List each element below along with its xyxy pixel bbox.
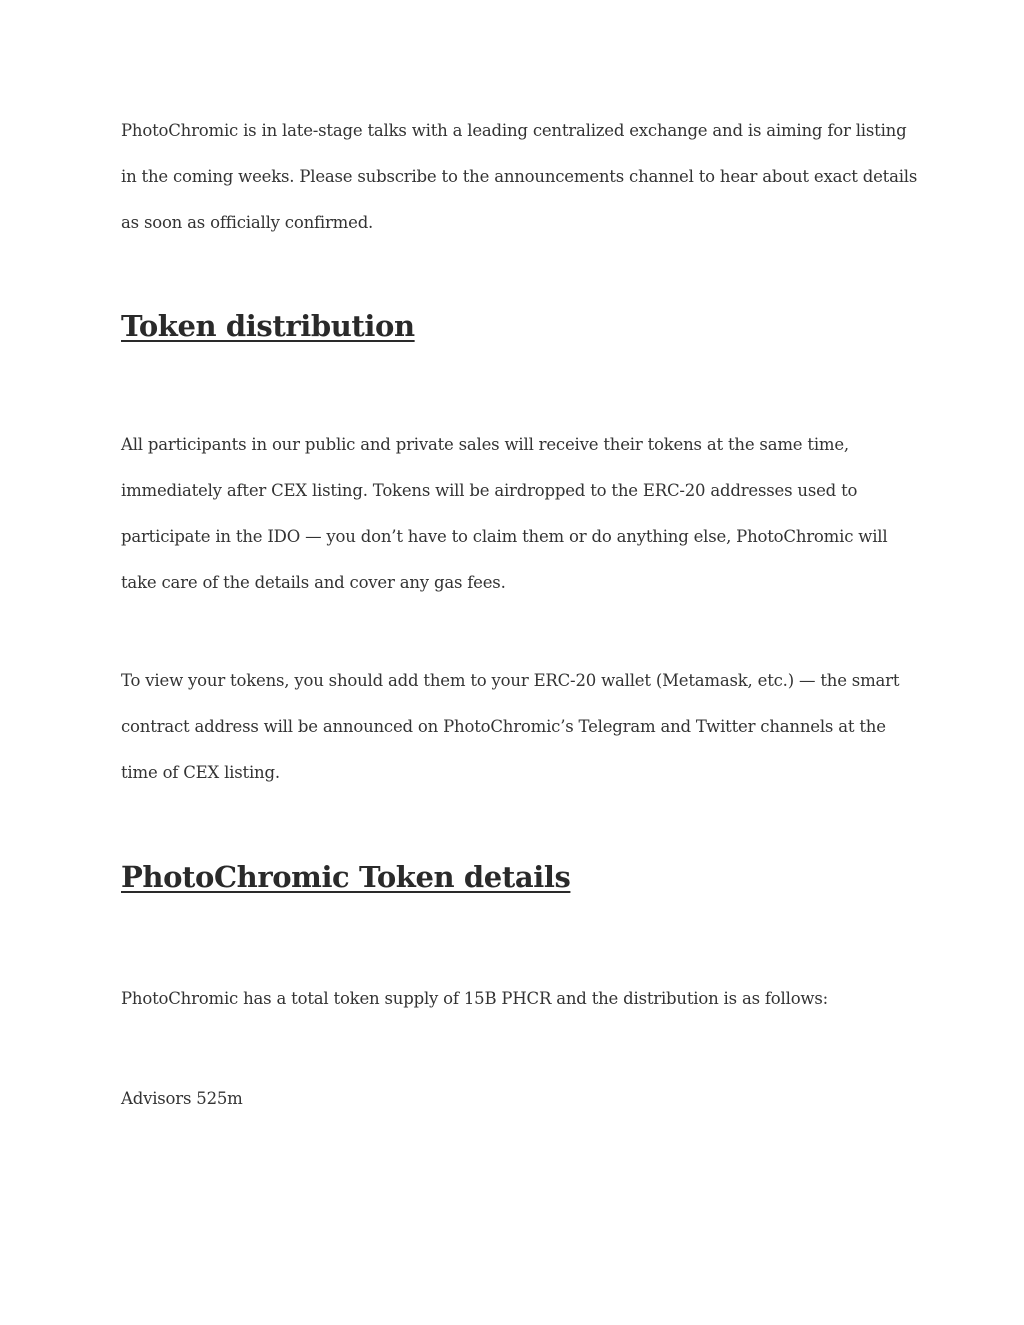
token-distribution-paragraph-1 <box>121 422 911 606</box>
text-line: PhotoChromic has a total token supply of 15B PHCR and the distribution is as follows: <box>121 989 828 1008</box>
text-line: To view your tokens, you should add them to your ERC-20 wallet (Metamask, etc.) — the smart <box>121 671 900 690</box>
text-line: take care of the details and cover any gas fees. <box>121 573 506 592</box>
heading-token-details: PhotoChromic Token details <box>121 860 571 894</box>
text-line: immediately after CEX listing. Tokens will be airdropped to the ERC-20 addresses used to <box>121 481 858 500</box>
supply-paragraph <box>121 976 911 1022</box>
text-line: participate in the IDO — you don’t have to claim them or do anything else, PhotoChromic will <box>121 527 888 546</box>
text-line: contract address will be announced on PhotoChromic’s Telegram and Twitter channels at the <box>121 717 886 736</box>
text-line: PhotoChromic is in late-stage talks with a leading centralized exchange and is aiming for listing <box>121 121 907 140</box>
heading-token-distribution: Token distribution <box>121 309 415 343</box>
text-line: as soon as officially confirmed. <box>121 213 374 232</box>
intro-paragraph <box>121 108 918 246</box>
token-distribution-paragraph-2 <box>121 658 911 796</box>
text-line: time of CEX listing. <box>121 763 280 782</box>
text-line: All participants in our public and private sales will receive their tokens at the same time, <box>121 435 849 454</box>
advisors-allocation <box>121 1076 911 1122</box>
text-line: in the coming weeks. Please subscribe to the announcements channel to hear about exact details <box>121 167 918 186</box>
text-line: Advisors 525m <box>121 1089 243 1108</box>
